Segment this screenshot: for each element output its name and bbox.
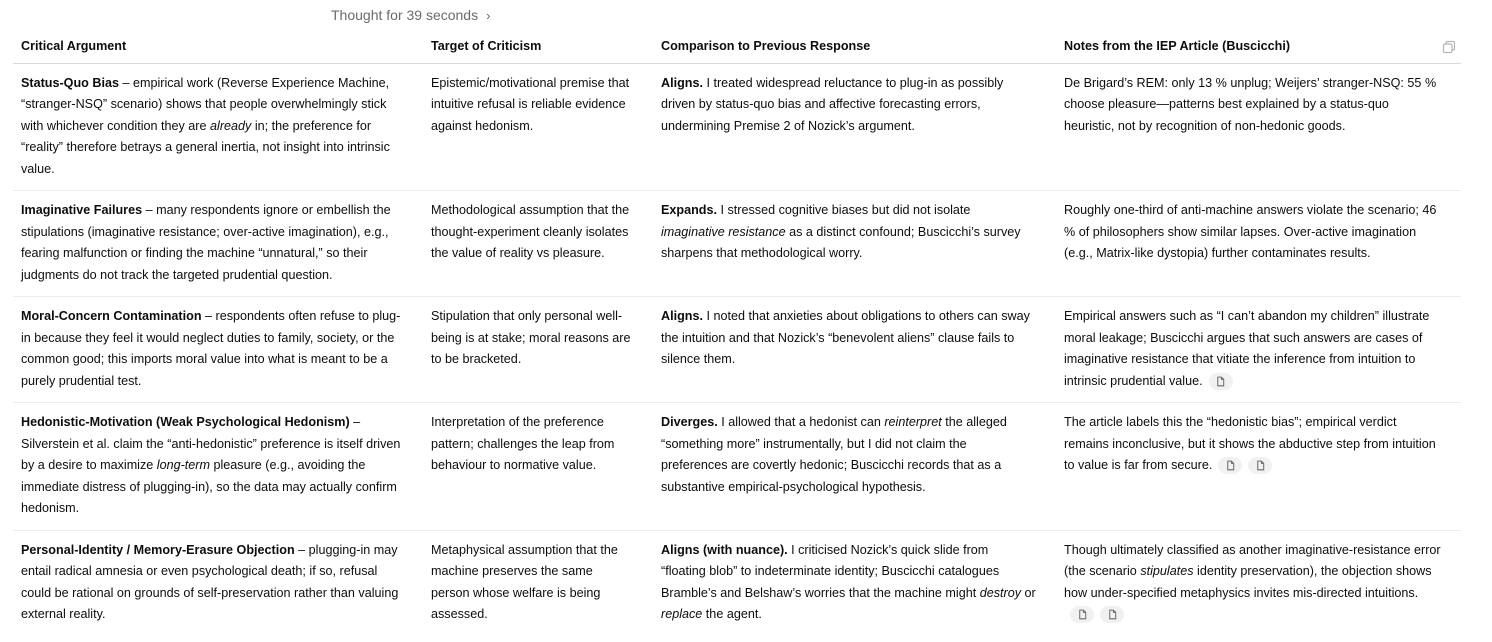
document-icon: [1077, 609, 1088, 620]
comparison-text: the alleged “something more” instrumentally, but I did not claim the preferences are covertly hedonic; Buscicchi records that as a substantive empirical-psychological hypothesis.: [661, 415, 1007, 494]
cell-notes: [1056, 530, 1461, 636]
header-critical-argument: Critical Argument: [13, 31, 423, 63]
cell-comparison: [653, 63, 1056, 191]
table-row: [13, 63, 1461, 191]
cell-comparison: [653, 191, 1056, 297]
comparison-label: Diverges.: [661, 415, 718, 429]
argument-emphasis: already: [210, 118, 252, 133]
comparison-text: I criticised Nozick’s quick slide from “floating blob” to indeterminate identity; Buscicchi catalogues Bramble’s and Belshaw’s worries that the machine might: [661, 542, 1000, 600]
comparison-emphasis: replace: [661, 607, 703, 621]
cell-notes: [1056, 297, 1461, 403]
cell-target: Epistemic/motivational premise that intuitive refusal is reliable evidence against hedonism.: [423, 63, 653, 191]
comparison-text: the agent.: [702, 607, 762, 621]
cell-notes: [1056, 403, 1461, 531]
cell-argument: [13, 63, 423, 191]
table-header-row: [13, 31, 1461, 63]
argument-title: Personal-Identity / Memory-Erasure Objection: [21, 542, 295, 557]
comparison-text: I noted that anxieties about obligations to others can sway the intuition and that Nozick’s “benevolent aliens” clause fails to silence them.: [661, 309, 1030, 366]
cell-target: Interpretation of the preference pattern; challenges the leap from behaviour to normative value.: [423, 403, 653, 531]
table-row: [13, 297, 1461, 403]
argument-text: – plugging-in may entail radical amnesia or even psychological death; if so, refusal could be rational on grounds of self-preservation rather than valuing external reality.: [21, 542, 399, 621]
cell-target: Stipulation that only personal well-being is at stake; moral reasons are to be bracketed.: [423, 297, 653, 403]
argument-text: – Silverstein et al. claim the “anti-hedonistic” preference is itself driven by a desire to maximize: [21, 415, 401, 472]
header-target: Target of Criticism: [423, 31, 653, 63]
argument-text: – respondents often refuse to plug-in because they feel it would neglect duties to family, society, or the common good; this imports moral value into what is meant to be a purely prudential test.: [21, 309, 401, 388]
header-comparison: Comparison to Previous Response: [653, 31, 1056, 63]
thought-label: Thought for 39 seconds: [331, 7, 479, 23]
notes-text: The article labels this the “hedonistic bias”; empirical verdict remains inconclusive, but it shows the abductive step from intuition to value is far from secure.: [1064, 415, 1436, 472]
argument-text: – empirical work (Reverse Experience Machine, “stranger-NSQ” scenario) shows that people overwhelmingly stick with whichever condition they are: [21, 75, 390, 133]
cell-notes: [1056, 63, 1461, 191]
comparison-table: [13, 31, 1461, 636]
cell-comparison: [653, 297, 1056, 403]
comparison-label: Aligns.: [661, 309, 703, 323]
cell-target: Metaphysical assumption that the machine preserves the same person whose welfare is being assessed.: [431, 542, 618, 621]
table-row: [13, 530, 1461, 636]
notes-text: identity preservation), the objection shows how under-specified metaphysics invites mis-directed intuitions.: [1064, 564, 1432, 600]
cell-argument: [13, 297, 423, 403]
argument-text: pleasure (e.g., avoiding the immediate distress of plugging-in), so the data may actually confirm hedonism.: [21, 458, 397, 515]
comparison-label: Aligns.: [661, 75, 703, 90]
thought-toggle[interactable]: [331, 7, 490, 23]
comparison-text: or: [1021, 585, 1036, 600]
notes-text: Empirical answers such as “I can’t abandon my children” illustrate moral leakage; Buscicchi argues that such answers are cases of imaginative resistance that vitiate the inference from intuition to intrinsic prudential value.: [1064, 309, 1430, 388]
citation-button[interactable]: [1248, 457, 1272, 474]
comparison-text: I stressed cognitive biases but did not isolate: [717, 203, 971, 217]
header-notes: Notes from the IEP Article (Buscicchi): [1056, 31, 1461, 63]
table-row: [13, 191, 1461, 297]
table-row: [13, 403, 1461, 531]
document-icon: [1215, 376, 1226, 387]
notes-emphasis: stipulates: [1140, 564, 1194, 578]
argument-text: – many respondents ignore or embellish the stipulations (imaginative resistance; over-active imagination), e.g., fearing malfunction or finding the machine “unnatural,” so their judgments do not track the targeted prudential question.: [21, 203, 391, 282]
citation-button[interactable]: [1218, 457, 1242, 474]
comparison-label: Expands.: [661, 203, 717, 217]
cell-argument: [13, 403, 423, 531]
document-icon: [1107, 609, 1118, 620]
chevron-right-icon: ›: [486, 7, 491, 23]
notes-text: De Brigard’s REM: only 13 % unplug; Weijers’ stranger-NSQ: 55 % choose pleasure—patterns best explained by a status-quo heuristic, not by recognition of non-hedonic goods.: [1064, 75, 1437, 133]
cell-notes: [1056, 191, 1461, 297]
citation-button[interactable]: [1070, 606, 1094, 623]
cell-argument: [13, 530, 423, 636]
notes-text: Though ultimately classified as another imaginative-resistance error (the scenario: [1064, 542, 1441, 578]
document-icon: [1255, 460, 1266, 471]
comparison-text: I treated widespread reluctance to plug-in as possibly driven by status-quo bias and affective forecasting errors, undermining Premise 2 of Nozick’s argument.: [661, 75, 1004, 133]
argument-title: Hedonistic-Motivation (Weak Psychological Hedonism): [21, 415, 350, 429]
cell-argument: [13, 191, 423, 297]
argument-title: Moral-Concern Contamination: [21, 309, 202, 323]
argument-title: Imaginative Failures: [21, 203, 143, 217]
cell-target: Methodological assumption that the thought-experiment cleanly isolates the value of reality vs pleasure.: [423, 191, 653, 297]
cell-comparison: [653, 403, 1056, 531]
notes-text: Roughly one-third of anti-machine answers violate the scenario; 46 % of philosophers show similar lapses. Over-active imagination (e.g., Matrix-like dystopia) further contaminates results.: [1064, 203, 1437, 260]
comparison-emphasis: imaginative resistance: [661, 224, 786, 239]
argument-text: in; the preference for “reality” therefore betrays a general inertia, not insight into intrinsic value.: [21, 118, 390, 176]
comparison-text: as a distinct confound; Buscicchi’s survey sharpens that methodological worry.: [661, 224, 1021, 260]
comparison-emphasis: destroy: [979, 585, 1022, 600]
comparison-label: Aligns (with nuance).: [661, 542, 788, 557]
comparison-emphasis: reinterpret: [884, 415, 942, 429]
document-icon: [1225, 460, 1236, 471]
cell-comparison: [653, 530, 1056, 636]
citation-button[interactable]: [1100, 606, 1124, 623]
citation-button[interactable]: [1209, 373, 1233, 390]
argument-title: Status-Quo Bias: [21, 75, 119, 90]
argument-emphasis: long-term: [156, 458, 210, 472]
comparison-text: I allowed that a hedonist can: [717, 415, 885, 429]
